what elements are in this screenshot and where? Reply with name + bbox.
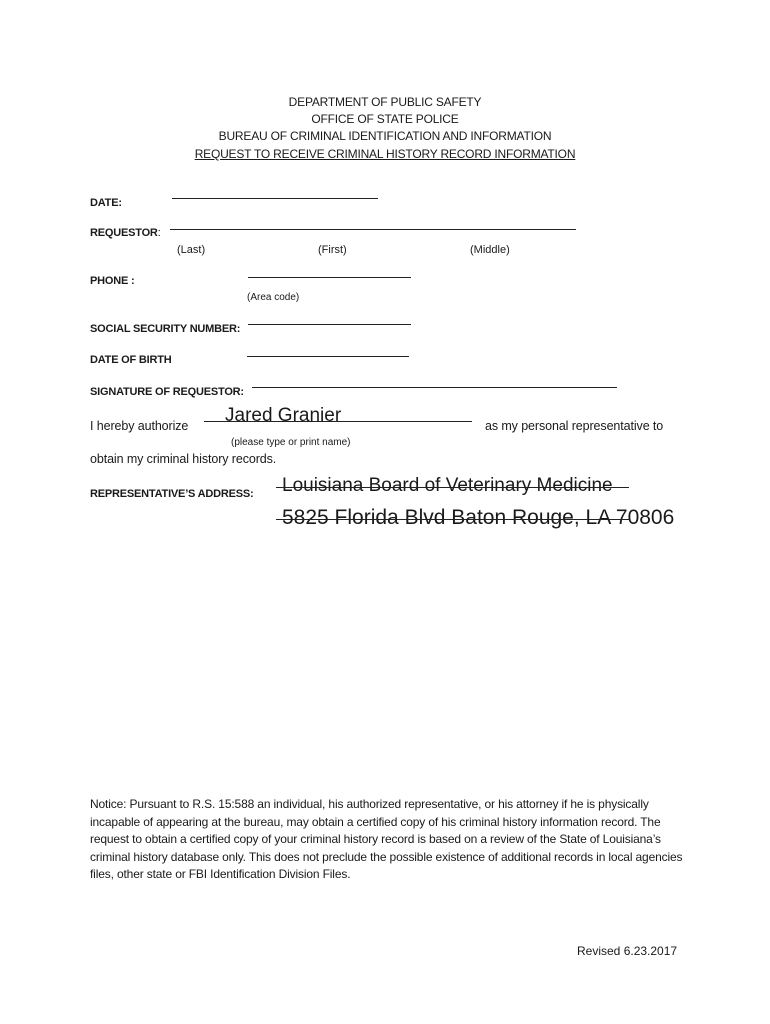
rep-address-line1[interactable]: Louisiana Board of Veterinary Medicine [282,475,613,496]
date-label: DATE: [90,197,122,209]
header-office: OFFICE OF STATE POLICE [311,112,459,126]
requestor-label-colon: : [157,227,161,239]
requestor-label-text: REQUESTOR [90,227,158,239]
phone-field-line[interactable] [248,277,411,278]
rep-address-line2[interactable]: 5825 Florida Blvd Baton Rouge, LA 70806 [282,506,675,529]
authorize-suffix: as my personal representative to [485,419,664,433]
authorize-prefix: I hereby authorize [90,419,189,433]
authorize-name-hint: (please type or print name) [231,437,351,448]
rep-address-label: REPRESENTATIVE’S ADDRESS: [90,488,254,500]
legal-notice: Notice: Pursuant to R.S. 15:588 an individual, his authorized representative, or his attorney if he is physically incapable of appearing at the bureau, may obtain a certified copy of his criminal history information record. The request to obtain a certified copy of your criminal history record is based on a review of the State of Louisiana’s criminal history database only. This does not preclude the possible existence of additional records in local agencies files, other state or FBI Identification Division Files. [90,797,683,882]
ssn-label: SOCIAL SECURITY NUMBER: [90,323,241,335]
revised-date: Revised 6.23.2017 [577,944,678,958]
dob-field-line[interactable] [247,356,409,357]
dob-label: DATE OF BIRTH [90,354,172,366]
rep-address-line1-underline [276,487,629,488]
signature-label: SIGNATURE OF REQUESTOR: [90,386,244,398]
requestor-first-hint: (First) [318,244,347,256]
authorized-representative-name[interactable]: Jared Granier [225,405,342,426]
phone-area-code-hint: (Area code) [247,292,300,303]
date-field-line[interactable] [172,198,378,199]
header-department: DEPARTMENT OF PUBLIC SAFETY [288,95,482,109]
requestor-field-line[interactable] [170,229,576,230]
rep-address-line2-underline [276,519,629,520]
phone-label: PHONE : [90,275,135,287]
signature-field-line[interactable] [252,387,617,388]
requestor-last-hint: (Last) [177,244,206,256]
authorize-end: obtain my criminal history records. [90,452,277,466]
requestor-label [90,227,161,239]
requestor-middle-hint: (Middle) [470,244,510,256]
authorize-field-line[interactable] [204,421,472,422]
header-bureau: BUREAU OF CRIMINAL IDENTIFICATION AND INFORMATION [218,129,552,143]
ssn-field-line[interactable] [248,324,411,325]
form-title: REQUEST TO RECEIVE CRIMINAL HISTORY RECORD INFORMATION [194,147,576,161]
